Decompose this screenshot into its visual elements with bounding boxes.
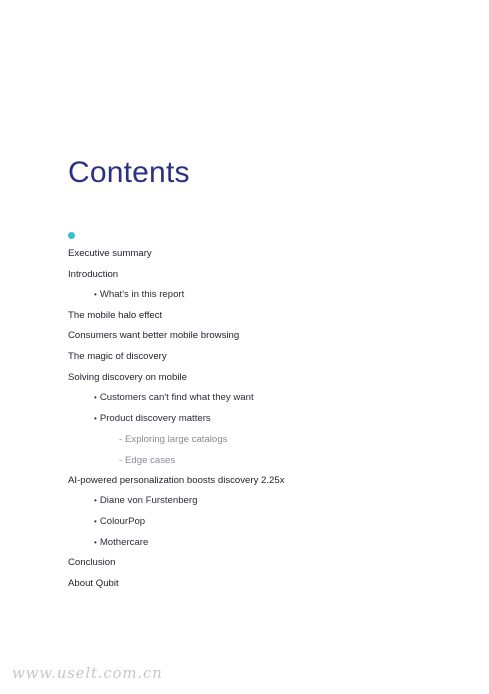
- toc-item-label: Solving discovery on mobile: [68, 372, 187, 383]
- bullet-icon: •: [94, 290, 97, 299]
- toc-item-label: The mobile halo effect: [68, 310, 163, 321]
- bullet-icon: •: [94, 393, 97, 402]
- bullet-icon: •: [94, 496, 97, 505]
- toc-item[interactable]: [68, 475, 285, 487]
- toc-subitem[interactable]: [94, 495, 197, 507]
- toc-item-label: Exploring large catalogs: [125, 434, 228, 445]
- bullet-icon: •: [94, 517, 97, 526]
- toc-item-label: Conclusion: [68, 557, 116, 568]
- toc-item[interactable]: [68, 372, 187, 384]
- toc-subsubitem[interactable]: [119, 454, 175, 467]
- toc-subitem[interactable]: [94, 537, 148, 549]
- toc-item-label: What's in this report: [99, 289, 185, 300]
- toc-subitem[interactable]: [94, 516, 145, 528]
- toc-item[interactable]: [68, 310, 162, 322]
- toc-item-label: ColourPop: [99, 516, 146, 527]
- bullet-icon: •: [94, 414, 97, 423]
- dash-icon: -: [119, 434, 122, 444]
- toc-subitem[interactable]: [94, 289, 184, 301]
- toc-item-label: Mothercare: [99, 537, 149, 548]
- toc-subitem[interactable]: [94, 392, 254, 404]
- bullet-icon: •: [94, 538, 97, 547]
- page-title: Contents: [68, 156, 190, 189]
- dash-icon: -: [119, 455, 122, 465]
- toc-item-label: Diane von Furstenberg: [99, 495, 198, 506]
- watermark: www.uselt.com.cn: [12, 664, 163, 682]
- toc-item-label: Edge cases: [125, 455, 176, 466]
- toc-subitem[interactable]: [94, 413, 211, 425]
- toc-item-label: Executive summary: [68, 248, 152, 259]
- toc-item-label: AI-powered personalization boosts discovery 2.25x: [68, 475, 285, 486]
- toc-subsubitem[interactable]: [119, 433, 227, 446]
- toc-item[interactable]: [68, 351, 167, 363]
- toc-item-label: Product discovery matters: [99, 413, 211, 424]
- toc-item-label: Consumers want better mobile browsing: [68, 330, 240, 341]
- toc-item-label: About Qubit: [68, 578, 119, 589]
- toc-item-label: The magic of discovery: [68, 351, 167, 362]
- toc-item-label: Introduction: [68, 269, 119, 280]
- toc-item[interactable]: [68, 269, 118, 281]
- toc-item[interactable]: [68, 578, 119, 590]
- toc-item[interactable]: [68, 248, 152, 260]
- toc-item-label: Customers can't find what they want: [99, 392, 254, 403]
- toc-item[interactable]: [68, 330, 239, 342]
- toc-item[interactable]: [68, 557, 115, 569]
